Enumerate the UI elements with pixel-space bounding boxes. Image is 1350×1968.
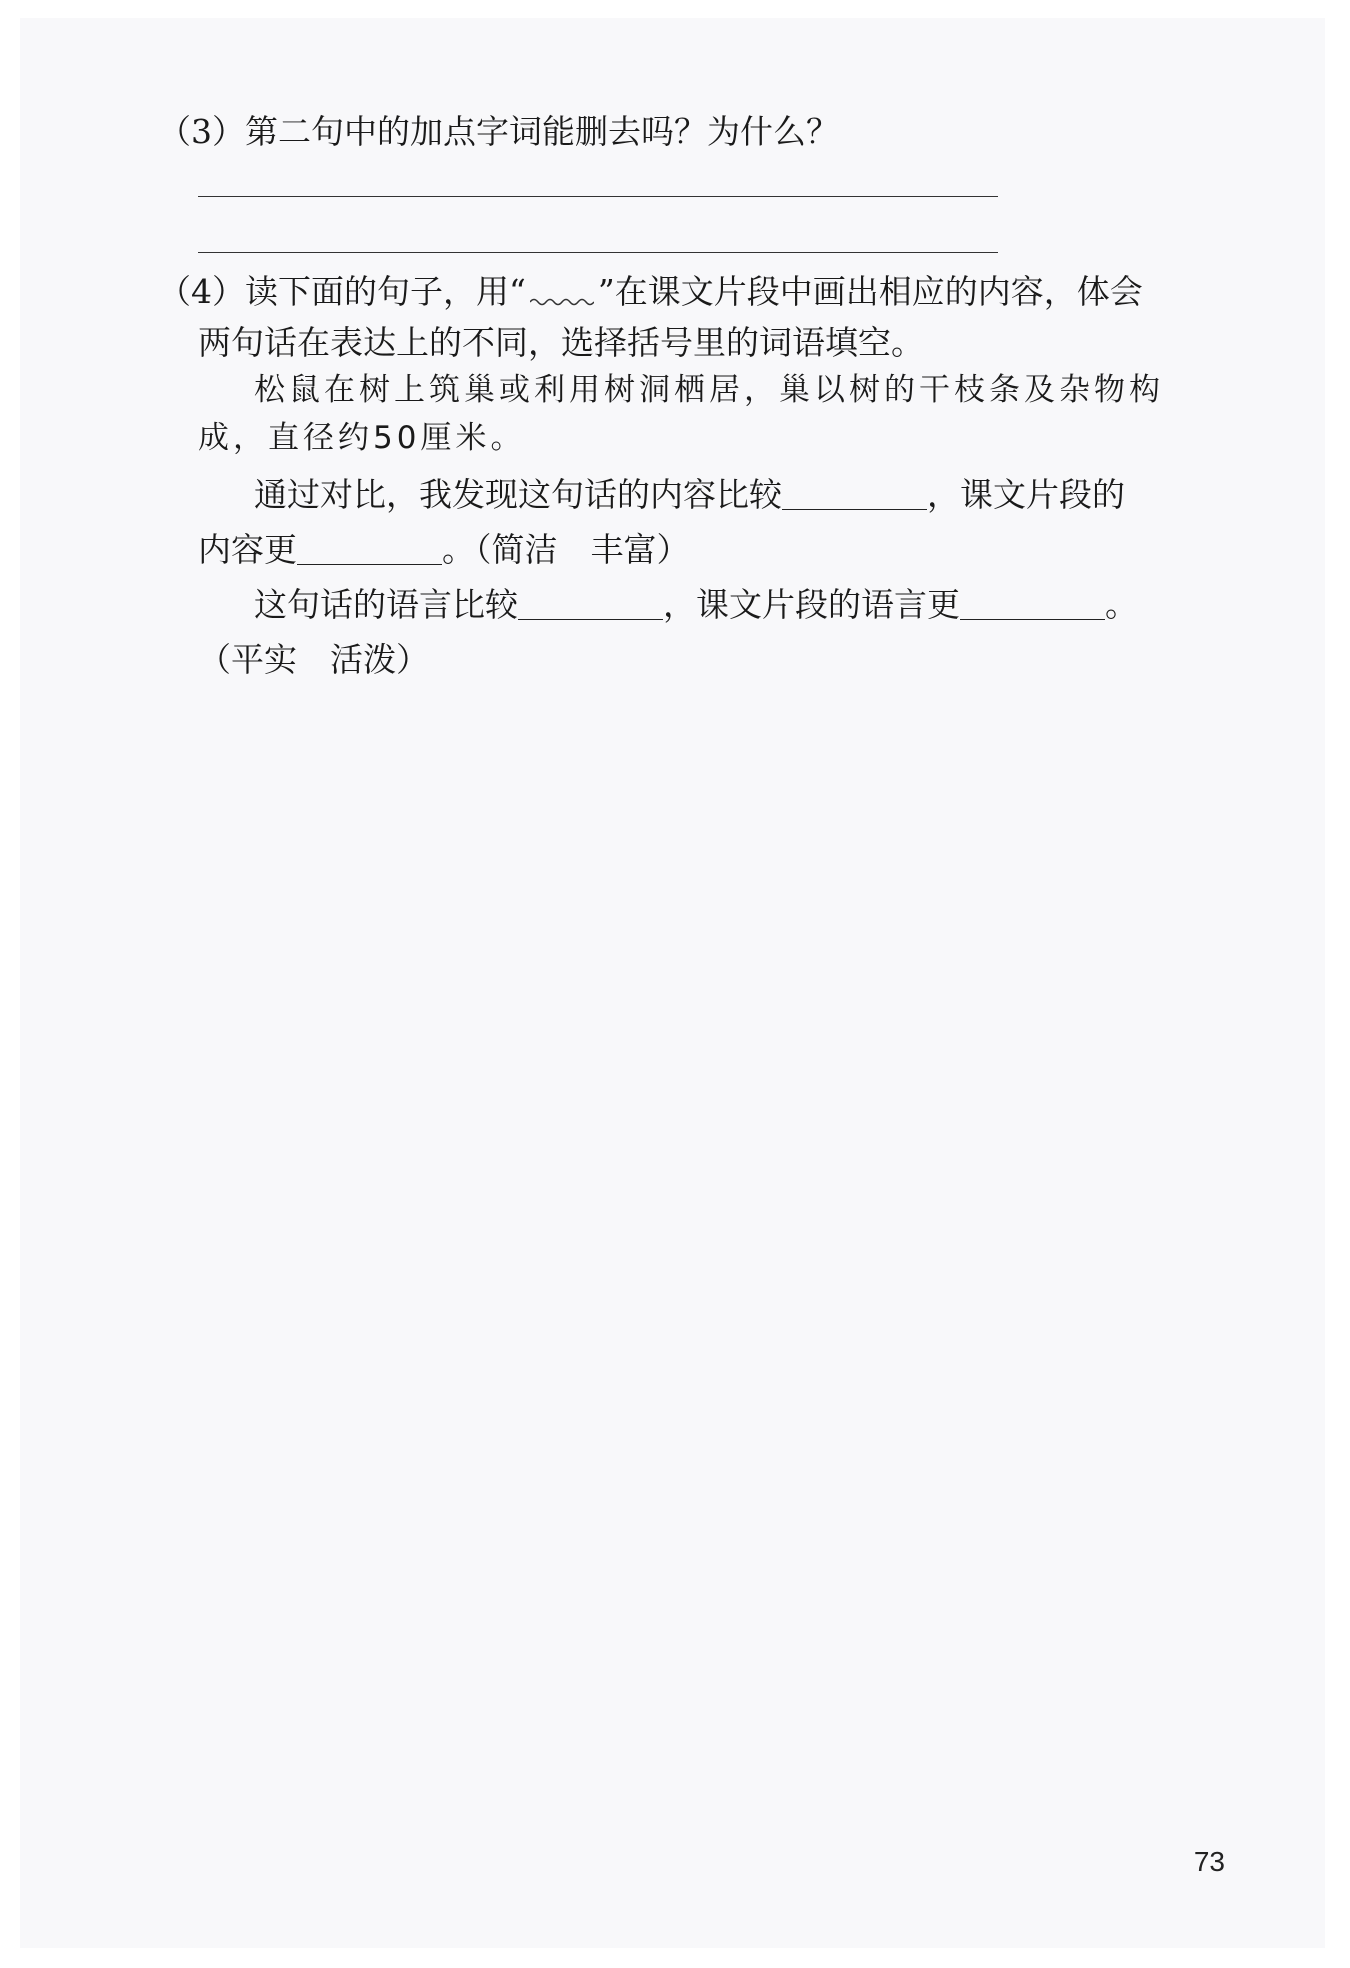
question-3-text: 第二句中的加点字词能删去吗？为什么？	[245, 112, 839, 151]
blank-language-more[interactable]	[960, 585, 1105, 620]
fill-in-1-text-1: 通过对比，我发现这句话的内容比较	[254, 475, 782, 514]
question-4-text-before: 读下面的句子，用“	[245, 272, 526, 311]
fill-in-2-options: （平实 活泼）	[198, 640, 429, 679]
question-4-line-2: 两句话在表达上的不同，选择括号里的词语填空。	[198, 323, 924, 362]
fill-in-1-line-1	[254, 473, 1125, 517]
blank-content-more[interactable]	[297, 530, 442, 565]
page-number: 73	[1193, 1846, 1225, 1877]
fill-in-2-text-2: ，课文片段的语言更	[663, 585, 960, 624]
wavy-underline-icon	[526, 273, 598, 307]
blank-language-compare[interactable]	[518, 585, 663, 620]
answer-line-1[interactable]	[198, 196, 998, 197]
fill-in-1-options: 。（简洁 丰富）	[442, 530, 690, 569]
fill-in-1-text-3: 内容更	[198, 530, 297, 569]
blank-content-compare[interactable]	[782, 475, 927, 510]
question-4-line-1	[158, 270, 1143, 314]
question-3	[158, 110, 839, 154]
question-4-text-after: ”在课文片段中画出相应的内容，体会	[597, 272, 1143, 311]
fill-in-2-text-1: 这句话的语言比较	[254, 585, 518, 624]
quoted-sentence-line-2: 成，直径约50厘米。	[198, 420, 526, 456]
quoted-sentence-line-1: 松鼠在树上筑巢或利用树洞栖居，巢以树的干枝条及杂物构	[254, 372, 1164, 408]
fill-in-2-line-1	[254, 583, 1138, 627]
question-3-number: （3）	[158, 112, 245, 151]
worksheet-page	[20, 18, 1325, 1948]
answer-line-2[interactable]	[198, 252, 998, 253]
fill-in-2-text-3: 。	[1105, 585, 1138, 624]
fill-in-1-text-2: ，课文片段的	[927, 475, 1125, 514]
question-4-number: （4）	[158, 272, 245, 311]
fill-in-1-line-2	[198, 528, 690, 572]
